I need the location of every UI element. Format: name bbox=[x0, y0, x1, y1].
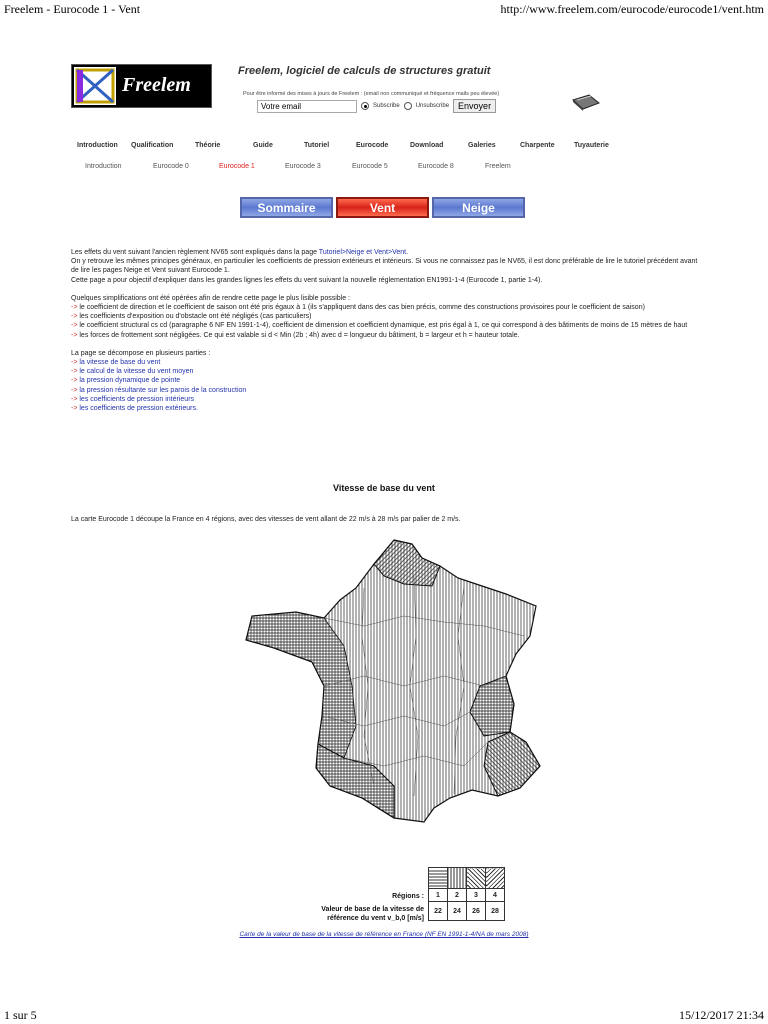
newsletter-notice: Pour être informé des mises à jours de Freelem : (email non communiqué et fréquence mails peu élevée) bbox=[243, 91, 500, 97]
page-buttons bbox=[240, 197, 525, 218]
legend-speed-4: 28 bbox=[486, 902, 505, 921]
arrow-icon: -> bbox=[71, 368, 80, 376]
france-wind-map bbox=[244, 536, 544, 826]
list-item: -> les coefficients d'exposition ou d'obstacle ont été négligés (cas particuliers) bbox=[71, 313, 312, 321]
legend-speed-2: 24 bbox=[448, 902, 467, 921]
eurocode-subnav bbox=[70, 163, 630, 173]
legend-swatch-4 bbox=[486, 868, 505, 889]
arrow-icon: -> bbox=[71, 313, 80, 321]
legend-table bbox=[428, 867, 505, 921]
nav-item-tutoriel[interactable]: Tutoriel bbox=[304, 142, 330, 149]
sommaire-button[interactable]: Sommaire bbox=[240, 197, 333, 218]
list-item bbox=[71, 386, 699, 395]
part-link-coef-exterieurs[interactable]: les coefficients de pression extérieurs. bbox=[79, 405, 198, 413]
list-item bbox=[71, 367, 699, 376]
legend-swatch-1 bbox=[429, 868, 448, 889]
legend-region-2: 2 bbox=[448, 889, 467, 902]
subnav-item-introduction[interactable]: Introduction bbox=[85, 163, 122, 170]
legend-speed-1: 22 bbox=[429, 902, 448, 921]
newsletter-form bbox=[257, 99, 496, 113]
unsubscribe-label: Unsubscribe bbox=[415, 103, 450, 109]
nav-item-guide[interactable]: Guide bbox=[253, 142, 273, 149]
nav-item-download[interactable]: Download bbox=[410, 142, 444, 149]
list-item bbox=[71, 376, 699, 385]
arrow-icon: -> bbox=[71, 395, 80, 403]
list-item bbox=[71, 358, 699, 367]
subscribe-radio[interactable] bbox=[361, 102, 369, 110]
subscribe-label: Subscribe bbox=[373, 103, 400, 109]
intro-paragraph-2: On y retrouve les mêmes principes généraux, en particulier les coefficients de pression extérieurs et intérieurs. Si vous ne connaissez pas le NV65, il est donc préférable de lire le tutoriel précédent avant de lire les pages Neige et Vent suivant Eurocode 1. bbox=[71, 258, 698, 275]
print-title: Freelem - Eurocode 1 - Vent bbox=[4, 2, 141, 16]
list-item: -> le coefficient de direction et le coefficient de saison ont été pris égaux à 1 (ils s'appliquent dans des cas bien précis, comme des constructions provisoires pour le coefficient de saison) bbox=[71, 304, 645, 312]
legend-regions-label: Régions : bbox=[392, 893, 424, 900]
truss-logo-icon bbox=[74, 67, 116, 105]
intro-text bbox=[71, 248, 699, 413]
nav-item-eurocode[interactable]: Eurocode bbox=[356, 142, 389, 149]
nav-item-tuyauterie[interactable]: Tuyauterie bbox=[574, 142, 609, 149]
parts-intro: La page se décompose en plusieurs parties : bbox=[71, 349, 211, 357]
print-header bbox=[4, 2, 764, 16]
subnav-item-eurocode-3[interactable]: Eurocode 3 bbox=[285, 163, 321, 170]
unsubscribe-radio[interactable] bbox=[404, 102, 412, 110]
part-link-pression-pointe[interactable]: la pression dynamique de pointe bbox=[79, 377, 181, 385]
part-link-vent-moyen[interactable]: le calcul de la vitesse du vent moyen bbox=[79, 368, 194, 376]
tutoriel-vent-link[interactable]: Tutoriel>Neige et Vent>Vent bbox=[318, 249, 407, 256]
legend-region-4: 4 bbox=[486, 889, 505, 902]
book-icon[interactable] bbox=[571, 94, 601, 112]
list-item: -> le coefficient structural cs cd (paragraphe 6 NF EN 1991-1-4), coefficient de dimension et coefficient dynamique, est pris égal à 1, ce qui correspond à des bâtiments de moins de 15 mètres de haut bbox=[71, 322, 688, 330]
arrow-icon: -> bbox=[71, 359, 80, 367]
subnav-item-freelem[interactable]: Freelem bbox=[485, 163, 511, 170]
arrow-icon: -> bbox=[71, 322, 80, 330]
subnav-item-eurocode-1[interactable]: Eurocode 1 bbox=[219, 163, 255, 170]
print-datetime: 15/12/2017 21:34 bbox=[678, 1008, 764, 1022]
nav-item-qualification[interactable]: Qualification bbox=[131, 142, 174, 149]
arrow-icon: -> bbox=[71, 405, 80, 413]
arrow-icon: -> bbox=[71, 377, 80, 385]
arrow-icon: -> bbox=[71, 331, 80, 339]
arrow-icon: -> bbox=[71, 386, 80, 394]
part-link-vitesse-base[interactable]: la vitesse de base du vent bbox=[79, 359, 161, 367]
neige-button[interactable]: Neige bbox=[432, 197, 525, 218]
simplifications-intro: Quelques simplifications ont été opérées afin de rendre cette page le plus lisible possible : bbox=[71, 294, 350, 302]
section-title: Vitesse de base du vent bbox=[333, 483, 435, 493]
part-link-pression-resultante[interactable]: la pression résultante sur les parois de la construction bbox=[79, 386, 247, 394]
nav-item-galeries[interactable]: Galeries bbox=[468, 142, 496, 149]
list-item: -> les forces de frottement sont négligées. Ce qui est valable si d < Min (2b ; 4h) avec d = longueur du bâtiment, b = largeur et h = hauteur totale. bbox=[71, 331, 520, 339]
legend-region-3: 3 bbox=[467, 889, 486, 902]
arrow-icon: -> bbox=[71, 304, 80, 312]
legend-swatch-3 bbox=[467, 868, 486, 889]
site-tagline: Freelem, logiciel de calculs de structures gratuit bbox=[238, 65, 491, 77]
page-number: 1 sur 5 bbox=[4, 1008, 37, 1022]
subnav-item-eurocode-0[interactable]: Eurocode 0 bbox=[153, 163, 189, 170]
legend-swatch-2 bbox=[448, 868, 467, 889]
logo-wordmark: Freelem bbox=[122, 74, 191, 96]
legend-region-1: 1 bbox=[429, 889, 448, 902]
list-item bbox=[71, 404, 699, 413]
legend-value-label-2: référence du vent v_b,0 [m/s] bbox=[327, 915, 424, 922]
send-button[interactable]: Envoyer bbox=[453, 99, 496, 113]
intro-paragraph-3: Cette page a pour objectif d'expliquer dans les grandes lignes les effets du vent suivant la nouvelle réglementation EN1991-1-4 (Eurocode 1, partie 1-4). bbox=[71, 276, 543, 284]
intro-paragraph: Les effets du vent suivant l'ancien règlement NV65 sont expliqués dans la page Tutoriel>Neige et Vent>Vent. bbox=[71, 249, 409, 256]
print-url: http://www.freelem.com/eurocode/eurocode1/vent.htm bbox=[500, 2, 764, 16]
subnav-item-eurocode-8[interactable]: Eurocode 8 bbox=[418, 163, 454, 170]
print-footer bbox=[4, 1008, 764, 1022]
legend-speed-3: 26 bbox=[467, 902, 486, 921]
nav-item-theorie[interactable]: Théorie bbox=[195, 142, 221, 149]
freelem-logo[interactable] bbox=[71, 64, 212, 108]
nav-item-charpente[interactable]: Charpente bbox=[520, 142, 555, 149]
main-nav bbox=[70, 142, 630, 154]
part-link-coef-interieurs[interactable]: les coefficients de pression intérieurs bbox=[79, 395, 195, 403]
nav-item-introduction[interactable]: Introduction bbox=[77, 142, 118, 149]
vent-button[interactable]: Vent bbox=[336, 197, 429, 218]
legend-value-label-1: Valeur de base de la vitesse de bbox=[321, 906, 424, 913]
map-caption[interactable]: Carte de la valeur de base de la vitesse de référence en France (NF EN 1991-1-4/NA de mars 2008) bbox=[239, 931, 529, 938]
email-input[interactable] bbox=[257, 100, 357, 113]
subnav-item-eurocode-5[interactable]: Eurocode 5 bbox=[352, 163, 388, 170]
list-item bbox=[71, 395, 699, 404]
map-intro: La carte Eurocode 1 découpe la France en 4 régions, avec des vitesses de vent allant de 22 m/s à 28 m/s par palier de 2 m/s. bbox=[71, 516, 461, 523]
